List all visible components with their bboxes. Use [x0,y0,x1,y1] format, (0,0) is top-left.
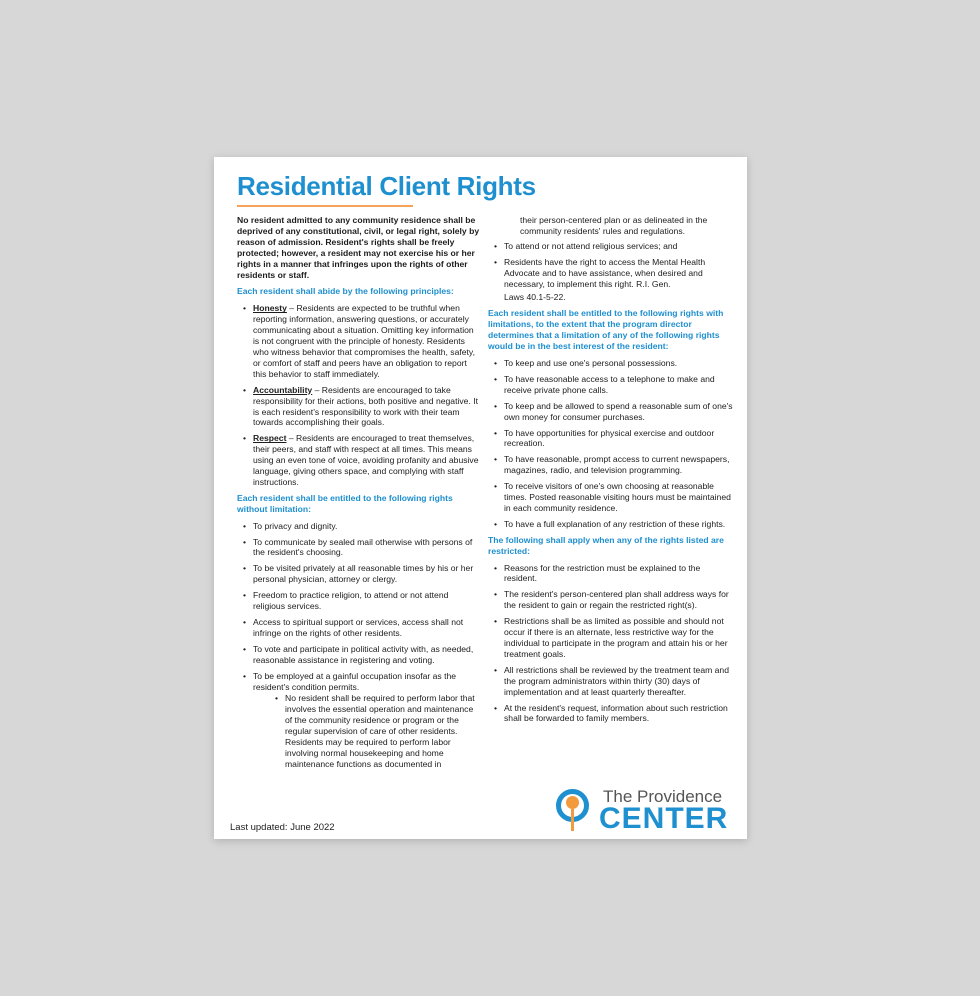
list-item: • To vote and participate in political activity with, as needed, reasonable assistance in registering and voting. [237,644,482,666]
list-item: • All restrictions shall be reviewed by the treatment team and the program administrators within thirty (30) days of implementation and at least quarterly thereafter. [488,665,735,698]
list-item: • To have a full explanation of any restriction of these rights. [488,519,735,530]
list-item: • To have reasonable access to a telephone to make and receive private phone calls. [488,374,735,396]
sub-list-item: • No resident shall be required to perform labor that involves the essential operation and maintenance of the community residence or program or the regular supervision of care of other residents. Residents may be required to perform labor involving normal housekeeping and home maintenance functions as documented in [253,693,482,769]
list-item: • At the resident's request, information about such restriction shall be forwarded to family members. [488,703,735,725]
principle-item [237,433,482,488]
list-item: • To privacy and dignity. [237,521,482,532]
list-item: • Reasons for the restriction must be explained to the resident. [488,563,735,585]
list-item: • To communicate by sealed mail otherwise with persons of the resident's choosing. [237,537,482,559]
list-item: • To keep and be allowed to spend a reasonable sum of one's own money for consumer purchases. [488,401,735,423]
with-limitations-list [488,358,735,530]
without-limitation-heading: Each resident shall be entitled to the following rights without limitation: [237,492,453,514]
list-item: • Access to spiritual support or services, access shall not infringe on the rights of other residents. [237,617,482,639]
list-item: • To keep and use one's personal possessions. [488,358,735,369]
list-item: • To attend or not attend religious services; and [488,241,735,252]
principle-term: Honesty [253,303,287,314]
principle-text: – Residents are expected to be truthful when reporting information, answering questions, or accurately communicating about a situation. Omitting key information is not congruent with the principle of honesty. Residents who witness behavior that compromises the health, safety, or comfort of staff and peers have an obligation to report this behavior to staff immediately. [253,303,475,379]
list-item: • Residents have the right to access the Mental Health Advocate and to have assistance, when desired and necessary, to implement this right. R.I. Gen. [488,257,735,290]
without-limitation-list-cont [488,241,735,290]
list-item: • To have opportunities for physical exercise and outdoor recreation. [488,428,735,450]
principle-term: Accountability [253,384,313,395]
principle-item [237,385,482,429]
list-item: • The resident's person-centered plan shall address ways for the resident to gain or regain the restricted right(s). [488,589,735,611]
principle-term: Respect [253,433,287,444]
principles-heading: Each resident shall abide by the following principles: [237,286,454,297]
principle-item [237,303,482,379]
list-item: • To be visited privately at all reasonable times by his or her personal physician, attorney or clergy. [237,563,482,585]
logo-dot-icon [566,796,579,809]
list-item: • To receive visitors of one's own choosing at reasonable times. Posted reasonable visiting hours must be maintained in each community residence. [488,481,735,514]
list-item: • Freedom to practice religion, to attend or not attend religious services. [237,590,482,612]
left-column [237,215,482,775]
list-item [237,671,482,770]
document-page [214,157,747,839]
last-updated: Last updated: June 2022 [230,822,335,833]
list-item: • To have reasonable, prompt access to current newspapers, magazines, radio, and television programming. [488,454,735,476]
with-limitations-heading: Each resident shall be entitled to the following rights with limitations, to the extent that the program director determines that a limitation of any of the following rights would be in the best interest of the resident: [488,308,724,352]
sub-item-continuation: their person-centered plan or as delineated in the community residents' rules and regulations. [520,215,708,236]
principle-text: – Residents are encouraged to take responsibility for their actions, both positive and negative. It is each resident's responsibility to work with their team towards accomplishing their goals. [253,384,478,428]
principles-list [237,303,482,488]
logo-line1: The Providence [603,787,723,806]
restricted-heading: The following shall apply when any of the rights listed are restricted: [488,534,724,556]
title-underline [237,205,413,207]
page-title: Residential Client Rights [237,171,536,201]
list-item: • Restrictions shall be as limited as possible and should not occur if there is an alternate, less restrictive way for the individual to participate in the program and attain his or her treatment goals. [488,616,735,660]
providence-center-logo [555,785,736,835]
restricted-list [488,563,735,725]
principle-text: – Residents are encouraged to treat themselves, their peers, and staff with respect at all times. This means using an even tone of voice, avoiding profanity and abusive language, giving others space, and complying with staff instructions. [253,433,479,487]
logo-stem-icon [571,809,574,831]
right-column [488,215,735,729]
law-reference: Laws 40.1-5-22. [504,292,566,303]
sub-list [253,693,482,769]
without-limitation-list [237,521,482,770]
list-item-text: To be employed at a gainful occupation insofar as the resident's condition permits. [253,670,457,692]
intro-paragraph: No resident admitted to any community residence shall be deprived of any constitutional, civil, or legal right, solely by reason of admission. Resident's rights shall be freely protected; however, a resident may not exercise his or her rights in a manner that infringes upon the rights of other residents or staff. [237,215,480,280]
logo-line2: CENTER [599,802,729,835]
